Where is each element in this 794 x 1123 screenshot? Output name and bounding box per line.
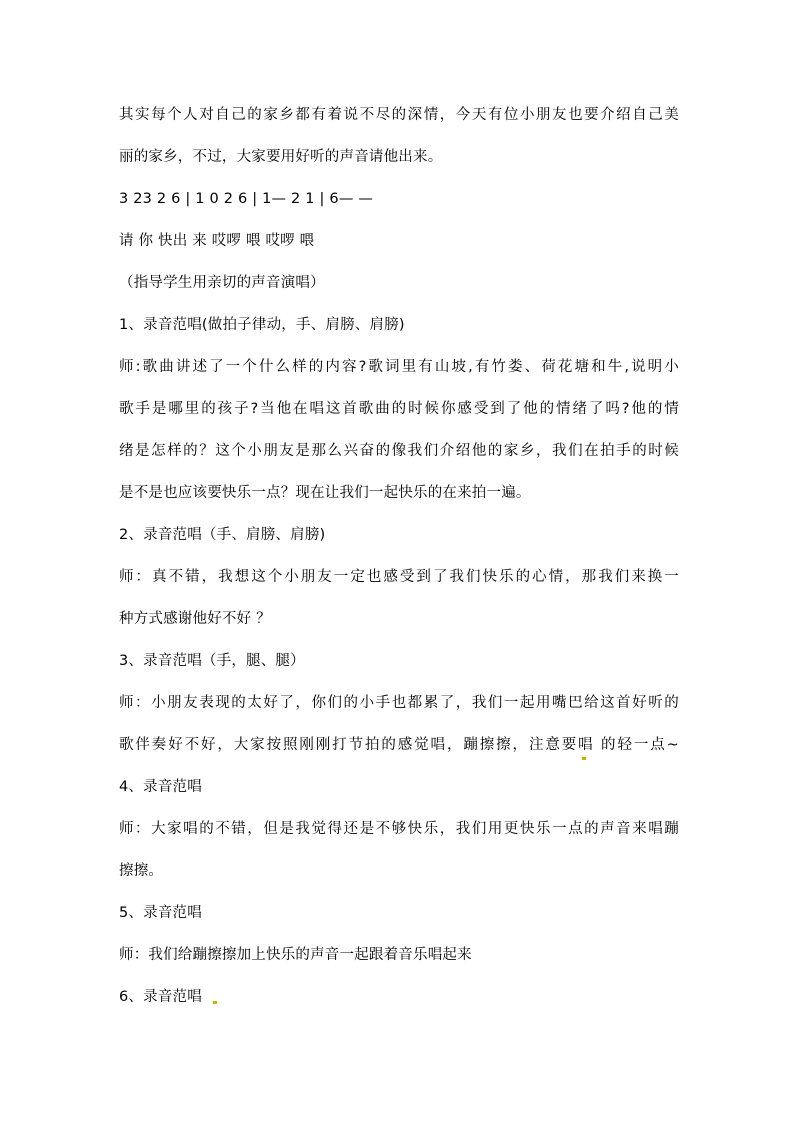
step-5-paragraph: 师：我们给蹦擦擦加上快乐的声音一起跟着音乐唱起来 [119,947,472,963]
step-1-paragraph-line-2: 歌手是哪里的孩子?当他在唱这首歌曲的时候你感受到了他的情绪了吗?他的情 [119,401,679,417]
step-4-paragraph-line-1: 师：大家唱的不错，但是我觉得还是不够快乐，我们用更快乐一点的声音来唱蹦 [119,821,679,837]
step-2-paragraph-line-2: 种方式感谢他好不好 ？ [119,611,271,627]
step-3-heading: 3、录音范唱（手，腿、腿） [119,653,305,669]
lyrics-line: 请 你 快出 来 哎啰 喂 哎啰 喂 [119,233,315,249]
step-2-heading: 2、录音范唱（手、肩膀、肩膀) [119,527,326,543]
notation-line: 3 23 2 6 | 1 0 2 6 | 1— 2 1 | 6— — [119,191,374,207]
instruction-note: （指导学生用亲切的声音演唱） [119,275,325,291]
step-5-heading: 5、录音范唱 [119,905,202,921]
step-1-heading: 1、录音范唱(做拍子律动，手、肩膀、肩膀) [119,317,405,333]
paragraph-intro-line-2: 丽的家乡，不过，大家要用好听的声音请他出来。 [119,149,443,165]
step-4-paragraph-line-2: 擦擦。 [119,863,164,879]
text-mark-dot [213,1001,217,1004]
text-mark-dot [582,757,586,760]
step-1-paragraph-line-3: 绪是怎样的？这个小朋友是那么兴奋的像我们介绍他的家乡，我们在拍手的时候 [119,443,679,459]
step-1-paragraph-line-1: 师:歌曲讲述了一个什么样的内容?歌词里有山坡,有竹娄、荷花塘和牛,说明小 [119,359,679,375]
step-3-paragraph-line-2: 歌伴奏好不好，大家按照刚刚打节拍的感觉唱，蹦擦擦，注意要唱 的轻一点~ [119,737,679,753]
step-6-heading: 6、录音范唱 [119,989,202,1005]
step-3-paragraph-line-1: 师：小朋友表现的太好了，你们的小手也都累了，我们一起用嘴巴给这首好听的 [119,695,679,711]
step-1-paragraph-line-4: 是不是也应该要快乐一点？现在让我们一起快乐的在来拍一遍。 [119,485,531,501]
step-2-paragraph-line-1: 师：真不错，我想这个小朋友一定也感受到了我们快乐的心情，那我们来换一 [119,569,679,585]
paragraph-intro-line-1: 其实每个人对自己的家乡都有着说不尽的深情，今天有位小朋友也要介绍自己美 [119,107,679,123]
step-4-heading: 4、录音范唱 [119,779,202,795]
